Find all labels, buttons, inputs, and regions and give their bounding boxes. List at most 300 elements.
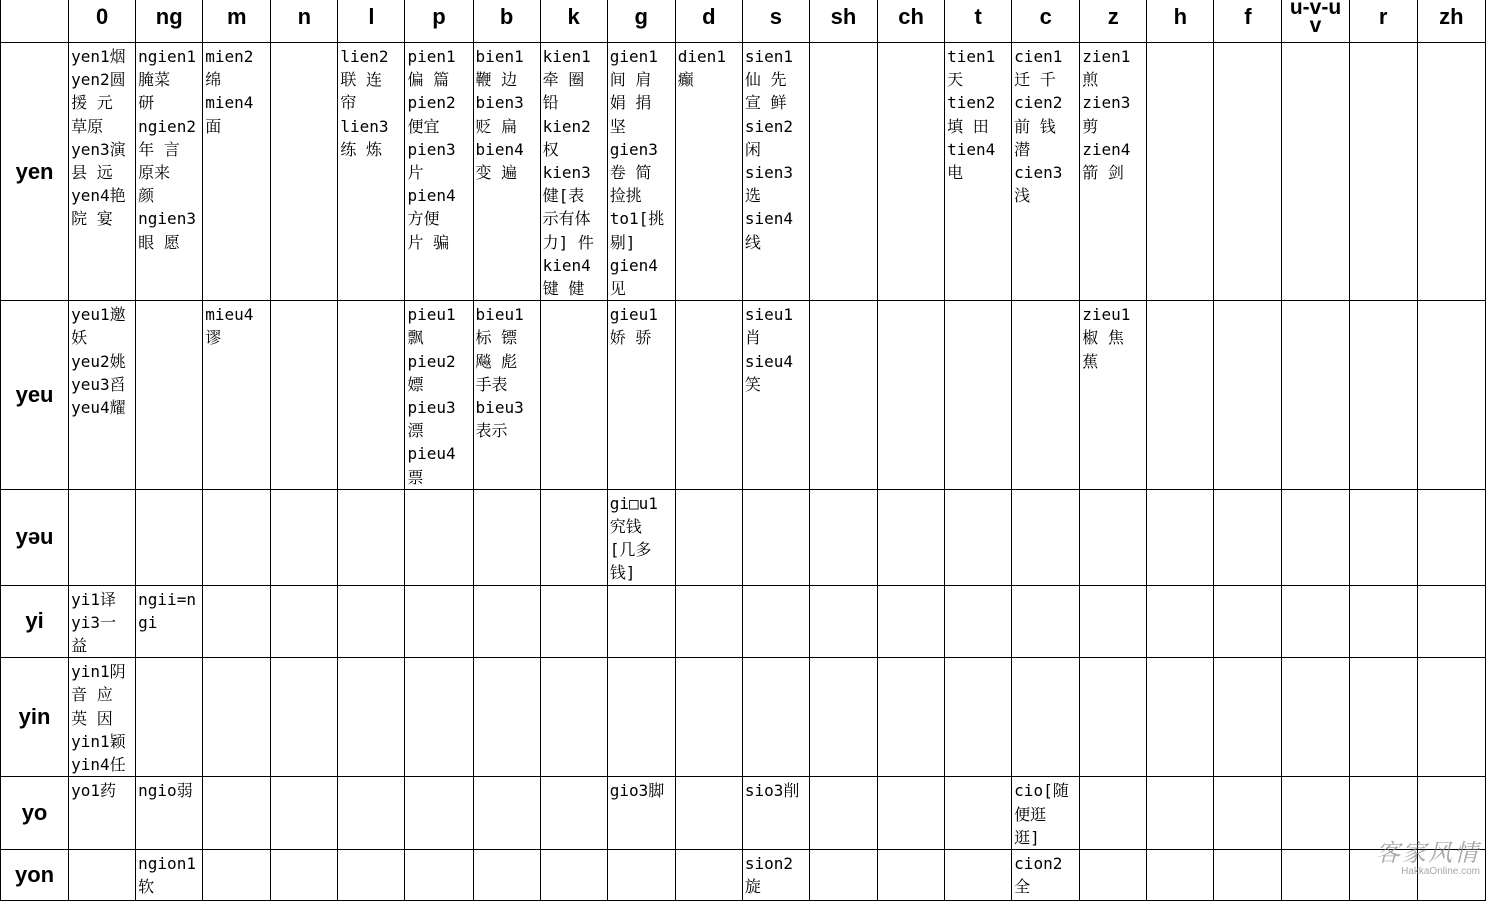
row-header: yin — [1, 658, 69, 777]
table-cell — [945, 777, 1012, 850]
cell-text: sio3削 — [744, 781, 800, 801]
cell-text — [1147, 301, 1213, 303]
table-cell — [945, 301, 1012, 490]
cell-text — [1418, 658, 1485, 660]
table-cell — [809, 777, 877, 850]
table-cell — [742, 489, 809, 585]
table-cell — [136, 777, 203, 850]
column-header: ng — [136, 0, 203, 43]
cell-text — [541, 850, 607, 852]
cell-text — [1418, 586, 1485, 588]
cell-text — [405, 850, 472, 852]
table-cell — [945, 849, 1012, 900]
watermark-url: HakkaOnline.com — [1401, 866, 1480, 877]
cell-text — [1418, 43, 1485, 45]
cell-text: pien1 偏 篇 pien2 便宜 pien3 片 pien4 方便 片 骗 — [407, 47, 456, 252]
column-header: h — [1147, 0, 1214, 43]
cell-text — [541, 777, 607, 779]
table-cell — [1282, 301, 1349, 490]
cell-text — [1350, 658, 1417, 660]
cell-text — [1012, 490, 1079, 492]
column-header: 0 — [69, 0, 136, 43]
cell-text — [1147, 777, 1213, 779]
cell-text — [203, 586, 270, 588]
table-cell — [1349, 489, 1417, 585]
cell-text: tien1 天 tien2 填 田 tien4 电 — [947, 47, 996, 183]
table-cell — [136, 658, 203, 777]
table-cell — [203, 43, 271, 301]
table-cell — [405, 585, 473, 658]
cell-text — [338, 777, 404, 779]
table-cell — [878, 43, 945, 301]
cell-text — [1214, 777, 1281, 779]
table-cell — [69, 658, 136, 777]
cell-text — [676, 301, 742, 303]
table-cell — [473, 585, 540, 658]
table-cell — [1080, 777, 1147, 850]
table-cell — [69, 301, 136, 490]
table-cell — [675, 43, 742, 301]
cell-text — [1214, 586, 1281, 588]
table-cell — [742, 658, 809, 777]
cell-text — [1147, 850, 1213, 852]
cell-text — [676, 586, 742, 588]
table-cell — [1012, 585, 1080, 658]
table-cell — [1349, 301, 1417, 490]
table-cell — [607, 301, 675, 490]
cell-text — [136, 658, 202, 660]
column-header: g — [607, 0, 675, 43]
cell-text — [136, 490, 202, 492]
table-cell — [809, 658, 877, 777]
table-cell — [473, 43, 540, 301]
table-cell — [607, 658, 675, 777]
table-cell — [675, 301, 742, 490]
cell-text: sieu1 肖 sieu4 笑 — [744, 305, 794, 394]
table-cell — [607, 489, 675, 585]
table-cell — [1214, 301, 1282, 490]
cell-text — [271, 658, 337, 660]
table-cell — [69, 585, 136, 658]
table-cell — [136, 489, 203, 585]
cell-text — [203, 490, 270, 492]
table-cell — [945, 43, 1012, 301]
cell-text: gio3脚 — [609, 781, 665, 801]
column-header: p — [405, 0, 473, 43]
cell-text — [338, 490, 404, 492]
table-cell — [1282, 585, 1349, 658]
cell-text — [1282, 658, 1348, 660]
table-cell — [1282, 43, 1349, 301]
cell-text — [1147, 490, 1213, 492]
table-cell — [809, 43, 877, 301]
table-cell — [540, 658, 607, 777]
cell-text — [945, 658, 1011, 660]
table-cell — [338, 43, 405, 301]
table-row — [1, 777, 1486, 850]
cell-text — [810, 301, 877, 303]
table-cell — [1417, 489, 1485, 585]
table-cell — [878, 301, 945, 490]
table-cell — [338, 489, 405, 585]
table-cell — [203, 658, 271, 777]
table-cell — [271, 585, 338, 658]
table-cell — [1147, 301, 1214, 490]
column-header: s — [742, 0, 809, 43]
table-cell — [742, 585, 809, 658]
table-cell — [136, 849, 203, 900]
cell-text: cien1 迁 千 cien2 前 钱 潜 cien3 浅 — [1014, 47, 1063, 206]
table-cell — [136, 301, 203, 490]
cell-text — [1080, 777, 1146, 779]
table-cell — [1080, 849, 1147, 900]
cell-text — [608, 586, 675, 588]
cell-text: ngien1 腌菜 研 ngien2 年 言 原来 颜 ngien3 眼 愿 — [138, 47, 196, 252]
cell-text — [945, 490, 1011, 492]
cell-text — [743, 586, 809, 588]
cell-text — [541, 658, 607, 660]
table-cell — [742, 43, 809, 301]
table-cell — [1080, 301, 1147, 490]
table-cell — [1282, 849, 1349, 900]
table-cell — [1012, 489, 1080, 585]
cell-text: sien1 仙 先 宣 鲜 sien2 闲 sien3 选 sien4 线 — [744, 47, 794, 252]
cell-text — [1418, 490, 1485, 492]
column-header: ch — [878, 0, 945, 43]
cell-text — [338, 658, 404, 660]
table-cell — [405, 849, 473, 900]
cell-text — [271, 777, 337, 779]
cell-text: gi□u1 究钱 [几多 钱] — [609, 493, 658, 583]
column-header: t — [945, 0, 1012, 43]
cell-text — [608, 850, 675, 852]
cell-text — [1214, 658, 1281, 660]
cell-text — [878, 586, 944, 588]
cell-text — [405, 658, 472, 660]
table-cell — [1214, 777, 1282, 850]
cell-text — [676, 658, 742, 660]
cell-text — [1080, 658, 1146, 660]
cell-text — [676, 490, 742, 492]
row-header: yi — [1, 585, 69, 658]
cell-text — [1080, 490, 1146, 492]
cell-text — [810, 586, 877, 588]
column-header: m — [203, 0, 271, 43]
table-cell — [675, 585, 742, 658]
table-cell — [1147, 658, 1214, 777]
table-cell — [809, 849, 877, 900]
table-cell — [809, 585, 877, 658]
table-cell — [945, 585, 1012, 658]
table-cell — [607, 777, 675, 850]
cell-text: yeu1邀 妖 yeu2姚 yeu3舀 yeu4耀 — [71, 305, 126, 418]
cell-text — [608, 658, 675, 660]
table-cell — [1417, 585, 1485, 658]
table-row — [1, 585, 1486, 658]
cell-text — [405, 586, 472, 588]
cell-text — [1282, 850, 1348, 852]
table-cell — [878, 658, 945, 777]
cell-text — [69, 850, 135, 852]
cell-text — [1012, 658, 1079, 660]
column-header: u-v-uv — [1282, 0, 1349, 43]
table-row — [1, 489, 1486, 585]
table-cell — [271, 777, 338, 850]
table-cell — [69, 489, 136, 585]
table-cell — [809, 301, 877, 490]
table-cell — [1080, 585, 1147, 658]
cell-text — [878, 301, 944, 303]
table-cell — [203, 489, 271, 585]
table-cell — [1147, 849, 1214, 900]
column-header: r — [1349, 0, 1417, 43]
cell-text — [878, 658, 944, 660]
cell-text — [1418, 301, 1485, 303]
table-cell — [473, 849, 540, 900]
cell-text — [203, 777, 270, 779]
cell-text: yi1译 yi3一 益 — [71, 589, 116, 656]
table-cell — [1012, 658, 1080, 777]
table-cell — [405, 43, 473, 301]
cell-text: gien1 间 肩 娟 捐 坚 gien3 卷 简 捡挑 to1[挑 剔] gien4 见 — [609, 47, 665, 299]
table-cell — [271, 658, 338, 777]
table-cell — [742, 301, 809, 490]
table-cell — [405, 777, 473, 850]
cell-text — [1080, 586, 1146, 588]
table-row — [1, 43, 1486, 301]
table-cell — [540, 777, 607, 850]
table-cell — [878, 585, 945, 658]
table-cell — [742, 849, 809, 900]
cell-text: ngion1 软 — [138, 853, 196, 897]
cell-text: yen1烟 yen2圆 援 元 草原 yen3演 县 远 yen4艳 院 宴 — [71, 47, 126, 229]
table-cell — [69, 43, 136, 301]
cell-text — [338, 586, 404, 588]
cell-text — [676, 850, 742, 852]
cell-text — [1350, 490, 1417, 492]
cell-text: ngii=n gi — [138, 589, 196, 632]
table-cell — [1417, 43, 1485, 301]
row-header: yon — [1, 849, 69, 900]
table-cell — [1012, 777, 1080, 850]
table-cell — [1012, 43, 1080, 301]
cell-text — [810, 850, 877, 852]
cell-text — [541, 490, 607, 492]
cell-text: cion2 全 — [1014, 853, 1063, 897]
cell-text — [1147, 586, 1213, 588]
cell-text — [271, 490, 337, 492]
table-row — [1, 658, 1486, 777]
cell-text — [1147, 43, 1213, 45]
table-cell — [203, 777, 271, 850]
cell-text — [878, 490, 944, 492]
cell-text — [810, 490, 877, 492]
cell-text: kien1 牵 圈 铅 kien2 权 kien3 健[表 示有体 力] 件 kien4 键 健 — [542, 47, 594, 299]
row-header: yeu — [1, 301, 69, 490]
cell-text: mieu4 谬 — [205, 305, 254, 348]
table-cell — [1012, 301, 1080, 490]
table-cell — [136, 43, 203, 301]
cell-text — [1350, 301, 1417, 303]
column-header: z — [1080, 0, 1147, 43]
table-cell — [338, 777, 405, 850]
table-cell — [809, 489, 877, 585]
table-cell — [203, 585, 271, 658]
table-cell — [405, 658, 473, 777]
table-cell — [540, 585, 607, 658]
cell-text — [810, 43, 877, 45]
table-cell — [540, 301, 607, 490]
column-header: zh — [1417, 0, 1485, 43]
cell-text — [743, 490, 809, 492]
column-header: l — [338, 0, 405, 43]
table-cell — [203, 849, 271, 900]
table-row — [1, 849, 1486, 900]
table-cell — [473, 777, 540, 850]
table-cell — [338, 658, 405, 777]
cell-text — [1418, 777, 1485, 779]
cell-text — [541, 586, 607, 588]
table-cell — [607, 585, 675, 658]
cell-text — [945, 301, 1011, 303]
column-header: c — [1012, 0, 1080, 43]
table-cell — [405, 489, 473, 585]
cell-text — [810, 777, 877, 779]
cell-text — [271, 586, 337, 588]
cell-text — [271, 43, 337, 45]
table-cell — [1214, 43, 1282, 301]
table-cell — [675, 489, 742, 585]
table-cell — [1282, 489, 1349, 585]
cell-text — [1282, 490, 1348, 492]
table-cell — [1147, 585, 1214, 658]
table-cell — [338, 585, 405, 658]
cell-text — [1282, 777, 1348, 779]
table-cell — [1080, 658, 1147, 777]
table-cell — [338, 301, 405, 490]
cell-text: sion2 旋 — [744, 853, 794, 897]
cell-text — [945, 850, 1011, 852]
column-header: k — [540, 0, 607, 43]
table-cell — [1147, 43, 1214, 301]
table-cell — [675, 849, 742, 900]
table-cell — [945, 658, 1012, 777]
cell-text — [1012, 586, 1079, 588]
table-cell — [1349, 658, 1417, 777]
table-cell — [1349, 43, 1417, 301]
table-cell — [1214, 489, 1282, 585]
cell-text: yin1阴 音 应 英 因 yin1颖 yin4任 — [71, 662, 126, 775]
cell-text — [474, 490, 540, 492]
table-cell — [136, 585, 203, 658]
table-cell — [203, 301, 271, 490]
table-cell — [271, 849, 338, 900]
table-cell — [1282, 658, 1349, 777]
table-cell — [540, 849, 607, 900]
table-cell — [1349, 585, 1417, 658]
cell-text: lien2 联 连 帘 lien3 练 炼 — [340, 47, 389, 159]
cell-text — [405, 777, 472, 779]
cell-text — [1282, 586, 1348, 588]
cell-text — [338, 301, 404, 303]
table-cell — [271, 489, 338, 585]
table-cell — [1417, 658, 1485, 777]
cell-text — [1282, 43, 1348, 45]
table-cell — [878, 489, 945, 585]
cell-text — [1214, 43, 1281, 45]
column-header: d — [675, 0, 742, 43]
cell-text — [474, 658, 540, 660]
cell-text: dien1 癫 — [677, 47, 726, 90]
table-cell — [675, 658, 742, 777]
table-cell — [540, 43, 607, 301]
cell-text: bieu1 标 镖 飚 彪 手表 bieu3 表示 — [475, 305, 524, 441]
cell-text: yo1药 — [71, 781, 116, 801]
cell-text — [743, 658, 809, 660]
cell-text: pieu1 飘 pieu2 嫖 pieu3 漂 pieu4 票 — [407, 305, 456, 487]
table-cell — [1012, 849, 1080, 900]
table-cell — [1080, 489, 1147, 585]
table-row — [1, 301, 1486, 490]
cell-text: gieu1 娇 骄 — [609, 305, 658, 348]
table-cell — [878, 777, 945, 850]
table-cell — [1147, 489, 1214, 585]
cell-text — [405, 490, 472, 492]
cell-text — [1147, 658, 1213, 660]
cell-text: cio[随 便逛 逛] — [1014, 781, 1069, 847]
table-cell — [878, 849, 945, 900]
table-cell — [742, 777, 809, 850]
table-cell — [1214, 585, 1282, 658]
cell-text — [474, 777, 540, 779]
column-header: f — [1214, 0, 1282, 43]
cell-text — [136, 301, 202, 303]
cell-text: zien1 煎 zien3 剪 zien4 箭 剑 — [1082, 47, 1131, 183]
table-cell — [338, 849, 405, 900]
corner-cell — [1, 0, 69, 43]
table-cell — [1417, 301, 1485, 490]
cell-text — [878, 850, 944, 852]
cell-text — [338, 850, 404, 852]
cell-text: bien1 鞭 边 bien3 贬 扁 bien4 变 遍 — [475, 47, 524, 183]
table-cell — [405, 301, 473, 490]
table-cell — [473, 489, 540, 585]
table-cell — [271, 301, 338, 490]
cell-text — [810, 658, 877, 660]
table-cell — [271, 43, 338, 301]
table-cell — [607, 849, 675, 900]
table-cell — [1147, 777, 1214, 850]
cell-text — [1350, 777, 1417, 779]
table-cell — [540, 489, 607, 585]
row-header: yo — [1, 777, 69, 850]
table-cell — [1214, 849, 1282, 900]
table-cell — [607, 43, 675, 301]
cell-text — [271, 850, 337, 852]
cell-text — [945, 777, 1011, 779]
cell-text — [1080, 850, 1146, 852]
header-row — [1, 0, 1486, 43]
table-cell — [1080, 43, 1147, 301]
cell-text — [1214, 301, 1281, 303]
table-cell — [1214, 658, 1282, 777]
column-header: sh — [809, 0, 877, 43]
row-header: yen — [1, 43, 69, 301]
cell-text — [203, 658, 270, 660]
column-header: n — [271, 0, 338, 43]
cell-text: zieu1 椒 焦 蕉 — [1082, 305, 1131, 371]
table-cell — [675, 777, 742, 850]
